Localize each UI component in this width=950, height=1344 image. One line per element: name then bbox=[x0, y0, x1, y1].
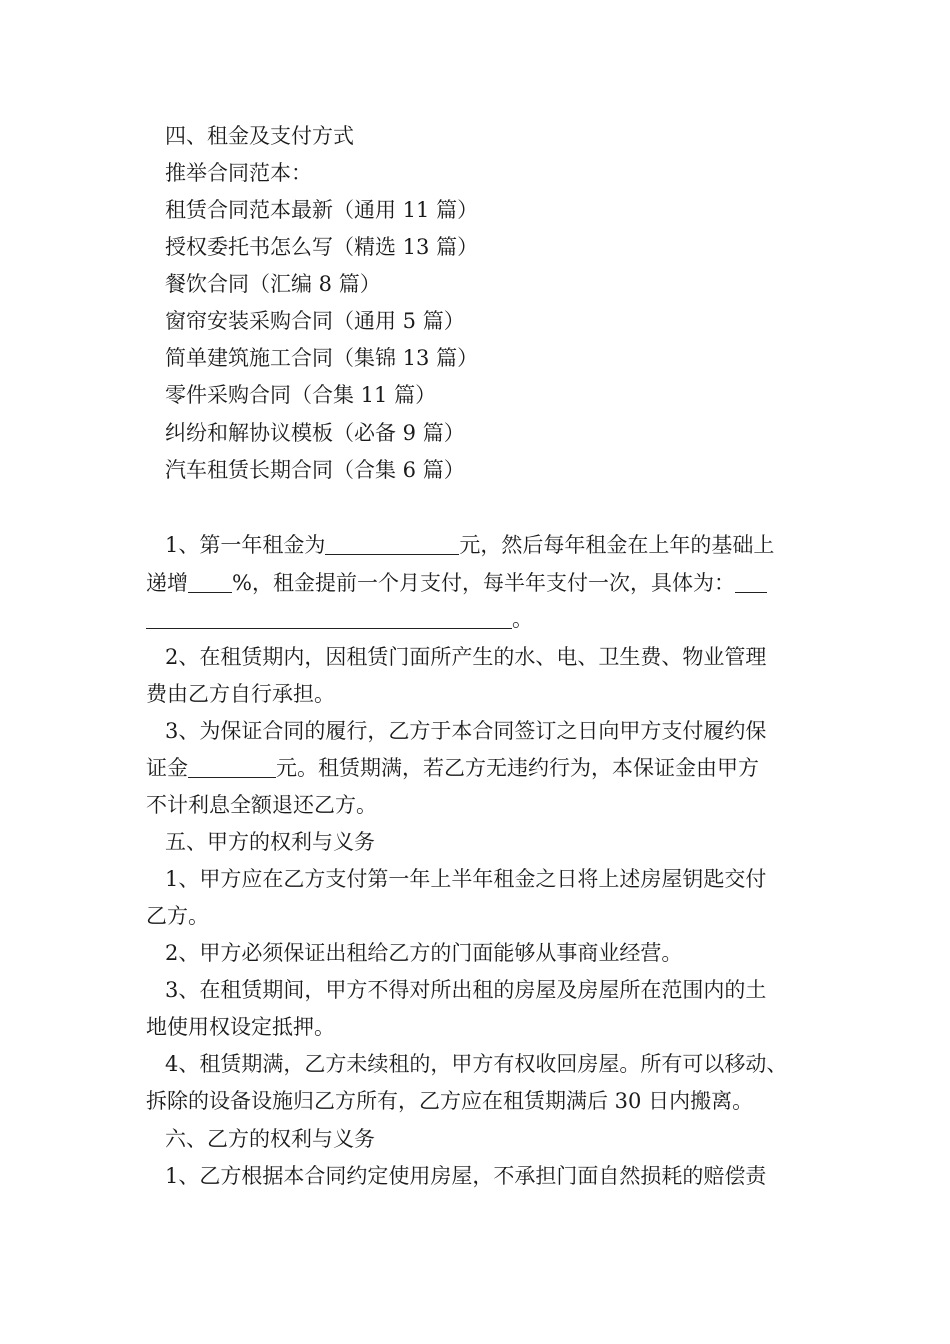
paragraph-line: 拆除的设备设施归乙方所有，乙方应在租赁期满后 30 日内搬离。 bbox=[146, 1089, 754, 1113]
text-run: 元。租赁期满，若乙方无违约行为，本保证金由甲方 bbox=[276, 756, 759, 780]
paragraph-line: 2、在租赁期内，因租赁门面所产生的水、电、卫生费、物业管理 bbox=[165, 645, 767, 669]
template-link[interactable]: 汽车租赁长期合同（合集 6 篇） bbox=[165, 458, 465, 482]
template-link[interactable]: 简单建筑施工合同（集锦 13 篇） bbox=[165, 346, 479, 370]
section-heading: 六、乙方的权利与义务 bbox=[165, 1127, 375, 1151]
text-run: 递增 bbox=[146, 571, 188, 595]
template-link[interactable]: 纠纷和解协议模板（必备 9 篇） bbox=[165, 421, 465, 445]
paragraph-line: 地使用权设定抵押。 bbox=[146, 1015, 335, 1039]
template-link[interactable]: 租赁合同范本最新（通用 11 篇） bbox=[165, 198, 479, 222]
template-link[interactable]: 餐饮合同（汇编 8 篇） bbox=[165, 272, 381, 296]
blank-field bbox=[325, 532, 459, 555]
paragraph-line: 费由乙方自行承担。 bbox=[146, 682, 335, 706]
paragraph-line: 乙方。 bbox=[146, 904, 209, 928]
section-heading: 五、甲方的权利与义务 bbox=[165, 830, 375, 854]
text-run: 。 bbox=[512, 607, 533, 631]
blank-field bbox=[735, 570, 767, 593]
template-link[interactable]: 授权委托书怎么写（精选 13 篇） bbox=[165, 235, 479, 259]
paragraph-line bbox=[165, 530, 774, 560]
paragraph-line bbox=[146, 604, 533, 634]
recommend-label: 推举合同范本： bbox=[165, 161, 312, 185]
section-heading: 四、租金及支付方式 bbox=[165, 124, 354, 148]
paragraph-line: 3、在租赁期间，甲方不得对所出租的房屋及房屋所在范围内的土 bbox=[165, 978, 767, 1002]
blank-field bbox=[146, 606, 512, 629]
text-run: 证金 bbox=[146, 756, 188, 780]
template-link[interactable]: 零件采购合同（合集 11 篇） bbox=[165, 383, 437, 407]
paragraph-line: 2、甲方必须保证出租给乙方的门面能够从事商业经营。 bbox=[165, 941, 683, 965]
paragraph-line: 4、租赁期满，乙方未续租的，甲方有权收回房屋。所有可以移动、 bbox=[165, 1052, 788, 1076]
blank-field bbox=[188, 755, 276, 778]
text-run: 元，然后每年租金在上年的基础上 bbox=[459, 533, 775, 557]
text-run: 1、第一年租金为 bbox=[165, 533, 326, 557]
text-run: %，租金提前一个月支付，每半年支付一次，具体为： bbox=[232, 571, 735, 595]
paragraph-line bbox=[146, 753, 759, 783]
blank-field bbox=[188, 570, 232, 593]
paragraph-line: 3、为保证合同的履行，乙方于本合同签订之日向甲方支付履约保 bbox=[165, 719, 767, 743]
paragraph-line bbox=[146, 568, 767, 598]
template-link[interactable]: 窗帘安装采购合同（通用 5 篇） bbox=[165, 309, 465, 333]
paragraph-line: 1、乙方根据本合同约定使用房屋，不承担门面自然损耗的赔偿责 bbox=[165, 1164, 767, 1188]
paragraph-line: 不计利息全额退还乙方。 bbox=[146, 793, 377, 817]
paragraph-line: 1、甲方应在乙方支付第一年上半年租金之日将上述房屋钥匙交付 bbox=[165, 867, 767, 891]
